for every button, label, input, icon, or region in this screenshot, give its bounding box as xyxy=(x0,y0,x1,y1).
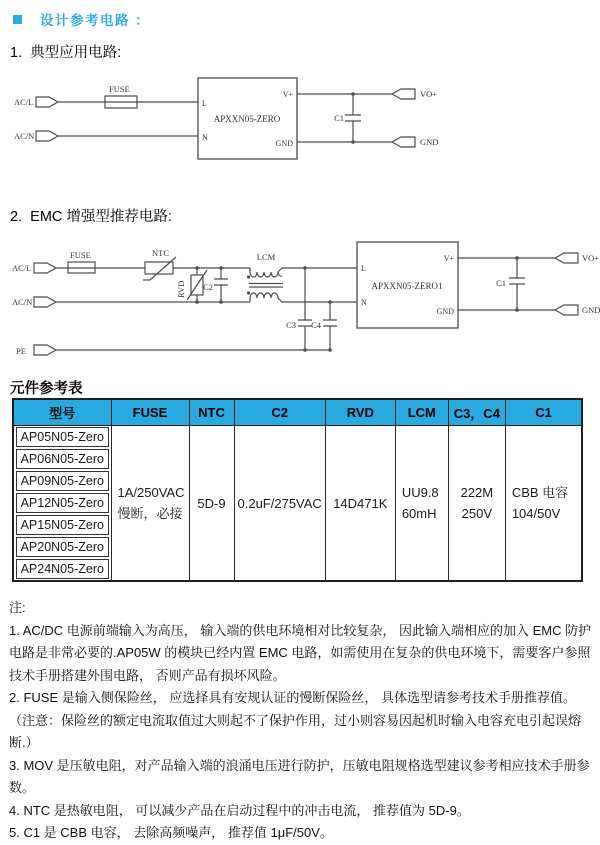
pin-vplus-label: V+ xyxy=(282,90,293,99)
c1-label: C1 xyxy=(334,113,344,123)
col-header-model: 型号 xyxy=(13,399,111,426)
col-header-c3c4: C3，C4 xyxy=(448,399,505,426)
note-item-2: 2. FUSE 是输入侧保险丝， 应选择具有安规认证的慢断保险丝， 具体选型请参考技术手册推荐值。 xyxy=(9,690,576,705)
ntc-symbol xyxy=(143,257,176,280)
pin-l-label: L xyxy=(202,99,207,108)
module-name: APXXN05-ZERO1 xyxy=(371,281,443,291)
output-terminal-vo-icon xyxy=(555,253,578,263)
fuse-value-cell xyxy=(111,426,189,582)
model-name: AP09N05-Zero xyxy=(16,471,109,491)
lcm-choke-symbol xyxy=(247,268,283,302)
module-name: APXXN05-ZERO xyxy=(213,114,281,124)
col-header-fuse: FUSE xyxy=(111,399,189,426)
col-header-c1: C1 xyxy=(505,399,582,426)
col-header-rvd: RVD xyxy=(325,399,395,426)
model-name: AP20N05-Zero xyxy=(16,537,109,557)
pin-n-label: N xyxy=(202,133,208,142)
note-item-1: 1. AC/DC 电源前端输入为高压， 输入端的供电环境相对比较复杂， 因此输入端相应的加入 EMC 防护电路是非常必要的.AP05W 的模块已经内置 EMC 电路，如需使用在复杂的供电环境下，需要客户参照技术手册搭建外围电路， 否则产品有损坏风险。 xyxy=(9,622,592,683)
note-item-3: 3. MOV 是压敏电阻，对产品输入端的浪涌电压进行防护，压敏电阻规格选型建议参考相应技术手册参数。 xyxy=(9,757,590,795)
rvd-label: RVD xyxy=(176,280,186,298)
rvd-value-cell xyxy=(325,426,395,582)
input-terminal-acl-icon xyxy=(34,263,56,273)
pe-terminal-label: PE xyxy=(16,346,26,356)
model-cell xyxy=(13,514,111,536)
ntc-label: NTC xyxy=(152,248,169,258)
model-cell xyxy=(13,470,111,492)
acl-terminal-label: AC/L xyxy=(12,263,32,273)
vo-terminal-label: VO+ xyxy=(582,253,600,263)
value-line: 104/50V xyxy=(511,506,561,521)
c1-value-cell xyxy=(505,426,582,582)
acn-terminal-label: AC/N xyxy=(12,297,33,307)
model-name: AP05N05-Zero xyxy=(16,427,109,447)
output-terminal-gnd-icon xyxy=(555,305,578,315)
notes-title: 注: xyxy=(9,600,26,615)
pin-n-label: N xyxy=(361,298,367,307)
table-row xyxy=(13,426,582,449)
capacitor-c1-symbol xyxy=(345,92,361,144)
emc-enhanced-circuit-diagram xyxy=(0,233,600,375)
c1-label: C1 xyxy=(496,278,506,288)
component-reference-table xyxy=(12,398,583,582)
bullet-square-icon xyxy=(13,15,22,24)
capacitor-c1-symbol xyxy=(509,256,525,312)
fuse-label: FUSE xyxy=(70,250,91,260)
c2-label: C2 xyxy=(203,282,213,292)
pin-gnd-label: GND xyxy=(436,307,454,316)
value-line: UU9.8 xyxy=(401,485,439,500)
model-cell xyxy=(13,558,111,581)
c3-label: C3 xyxy=(286,320,296,330)
value-line: 60mH xyxy=(401,506,437,521)
model-name: AP15N05-Zero xyxy=(16,515,109,535)
input-terminal-acn-icon xyxy=(34,297,56,307)
pin-gnd-label: GND xyxy=(275,139,293,148)
note-item-2b: （注意：保险丝的额定电流取值过大则起不了保护作用，过小则容易因起机时输入电容充电引起误熔断.） xyxy=(9,712,582,750)
input-terminal-acn-icon xyxy=(36,131,58,141)
circuit2-wires xyxy=(56,258,556,350)
col-header-lcm: LCM xyxy=(395,399,448,426)
capacitor-c3-symbol xyxy=(298,266,312,352)
note-item-5: 5. C1 是 CBB 电容， 去除高频噪声， 推荐值 1μF/50V。 xyxy=(9,825,333,840)
model-name: AP24N05-Zero xyxy=(16,559,109,579)
value-line: 222M xyxy=(460,485,494,500)
model-cell xyxy=(13,426,111,449)
pin-vplus-label: V+ xyxy=(443,254,454,263)
value-line: 慢断，必接 xyxy=(117,506,183,521)
model-cell xyxy=(13,492,111,514)
value-line: 1A/250VAC xyxy=(117,485,185,500)
table-header-row xyxy=(13,399,582,426)
lcm-label: LCM xyxy=(256,252,276,262)
doc-header xyxy=(13,9,150,29)
vo-terminal-label: VO+ xyxy=(420,89,438,99)
input-terminal-pe-icon xyxy=(34,345,56,355)
output-terminal-vo-icon xyxy=(392,89,415,99)
typical-application-circuit-diagram xyxy=(0,68,600,198)
component-table-title: 元件参考表 xyxy=(10,381,83,397)
col-header-c2: C2 xyxy=(234,399,325,426)
output-terminal-gnd-icon xyxy=(392,137,415,147)
capacitor-c4-symbol xyxy=(323,300,337,352)
value-line: 5D-9 xyxy=(197,495,226,511)
value-line: 250V xyxy=(461,506,492,521)
model-cell xyxy=(13,448,111,470)
value-line: CBB 电容 xyxy=(511,485,569,500)
fuse-label: FUSE xyxy=(109,84,130,94)
col-header-ntc: NTC xyxy=(189,399,234,426)
c4-label: C4 xyxy=(311,320,321,330)
note-item-4: 4. NTC 是热敏电阻， 可以减少产品在启动过程中的冲击电流， 推荐值为 5D-9。 xyxy=(9,802,470,818)
acl-terminal-label: AC/L xyxy=(14,97,34,107)
ntc-value-cell xyxy=(189,426,234,582)
model-name: AP06N05-Zero xyxy=(16,449,109,469)
page-title: 设计参考电路 ： xyxy=(40,13,151,28)
model-name: AP12N05-Zero xyxy=(16,493,109,513)
notes-section xyxy=(9,597,596,845)
capacitor-c2-symbol xyxy=(214,266,228,304)
c3c4-value-cell xyxy=(448,426,505,582)
lcm-value-cell xyxy=(395,426,448,582)
c2-value-cell xyxy=(234,426,325,582)
pin-l-label: L xyxy=(361,264,366,273)
value-line: 0.2uF/275VAC xyxy=(237,495,322,511)
acn-terminal-label: AC/N xyxy=(14,131,35,141)
gnd-terminal-label: GND xyxy=(420,137,439,147)
section-2-title: 2. EMC 增强型推荐电路: xyxy=(10,209,172,225)
section-1-title: 1. 典型应用电路: xyxy=(10,45,122,61)
model-cell xyxy=(13,536,111,558)
value-line: 14D471K xyxy=(333,495,388,511)
gnd-terminal-label: GND xyxy=(582,305,600,315)
input-terminal-acl-icon xyxy=(36,97,58,107)
